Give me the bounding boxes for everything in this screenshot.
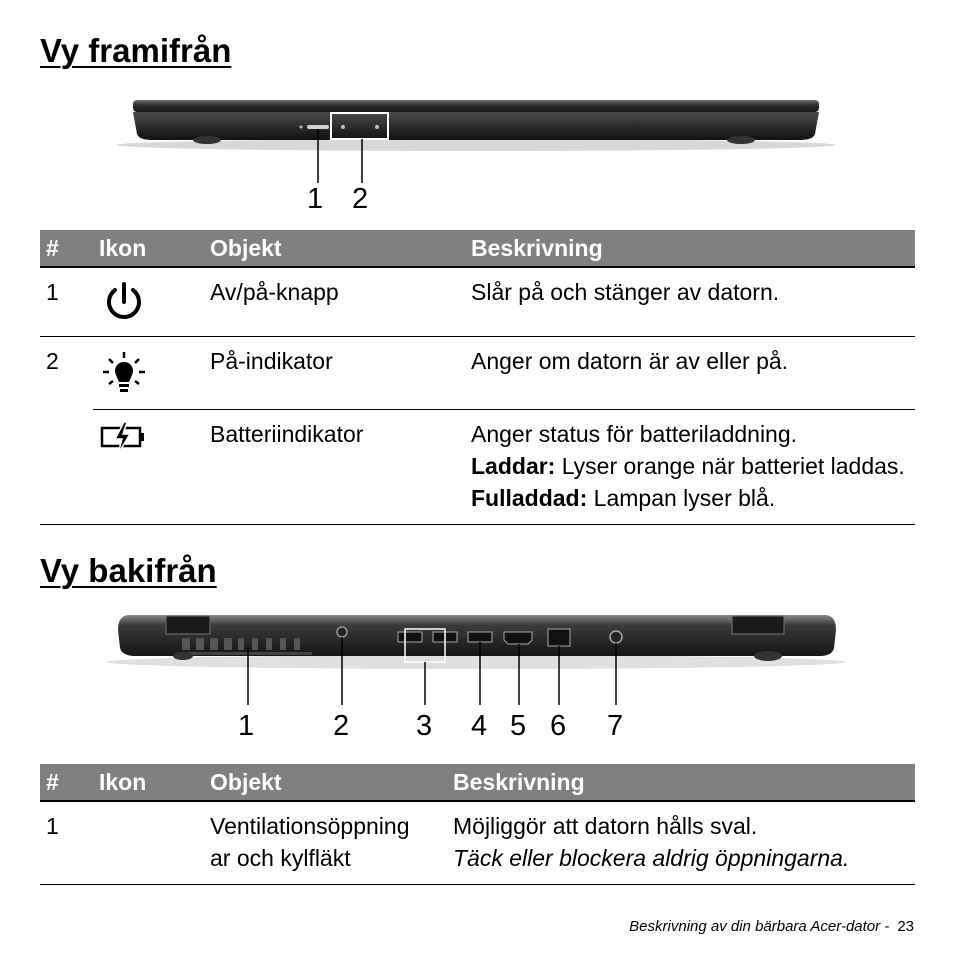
row-description [447,801,915,885]
row-item [204,801,447,885]
col-header-number: # [40,230,93,267]
charging-description [471,450,915,482]
table-row [40,267,915,337]
full-label: Fulladdad: [471,485,588,511]
power-icon [101,280,147,326]
full-description [471,482,915,514]
rear-callout-7: 7 [607,710,624,742]
rear-callout-4: 4 [471,710,488,742]
col-header-description: Beskrivning [465,230,915,267]
battery-status-description: Anger status för batteriladdning. [471,421,798,447]
row-number: 1 [40,801,93,885]
row-number: 2 [46,348,59,374]
vent-warning-text: Täck eller blockera aldrig öppningarna. [453,845,850,871]
section-title-front: Vy framifrån [40,32,232,69]
row-number [40,410,93,525]
table-row [40,801,915,885]
row-description [465,410,915,525]
row-item: Batteriindikator [204,410,465,525]
table-header-row [40,764,915,801]
charging-label: Laddar: [471,453,556,479]
row-item-line1: Ventilationsöppning [210,813,410,839]
table-row [40,337,915,410]
rear-view-table [40,764,915,885]
vent-description: Möjliggör att datorn hålls sval. [453,813,758,839]
rear-callout-6: 6 [550,710,567,742]
page-footer [629,918,914,935]
row-icon [93,801,204,885]
charging-text: Lyser orange när batteriet laddas. [555,453,905,479]
page-number: 23 [897,918,914,935]
footer-text: Beskrivning av din bärbara Acer-dator - [629,918,890,935]
table-row [40,410,915,525]
vent-warning [453,842,915,874]
full-text: Lampan lyser blå. [587,485,776,511]
front-callout-1: 1 [307,183,324,215]
rear-callout-1: 1 [238,710,255,742]
row-number: 1 [40,267,93,337]
col-header-item: Objekt [204,764,447,801]
rear-callout-2: 2 [333,710,350,742]
front-callout-2: 2 [352,183,369,215]
row-description: Anger om datorn är av eller på. [465,337,915,410]
row-description: Slår på och stänger av datorn. [465,267,915,337]
row-item: På-indikator [210,348,333,374]
table-header-row [40,230,915,267]
rear-callout-3: 3 [416,710,433,742]
col-header-icon: Ikon [93,230,204,267]
laptop-front-illustration [0,0,954,200]
light-bulb-icon [99,349,149,399]
rear-callout-5: 5 [510,710,527,742]
col-header-number: # [40,764,93,801]
col-header-item: Objekt [204,230,465,267]
row-item: Av/på-knapp [204,267,465,337]
section-title-rear: Vy bakifrån [40,552,217,589]
col-header-icon: Ikon [93,764,204,801]
battery-charging-icon [99,422,149,454]
row-item-line2: ar och kylfläkt [210,845,351,871]
col-header-description: Beskrivning [447,764,915,801]
front-view-table [40,230,915,525]
